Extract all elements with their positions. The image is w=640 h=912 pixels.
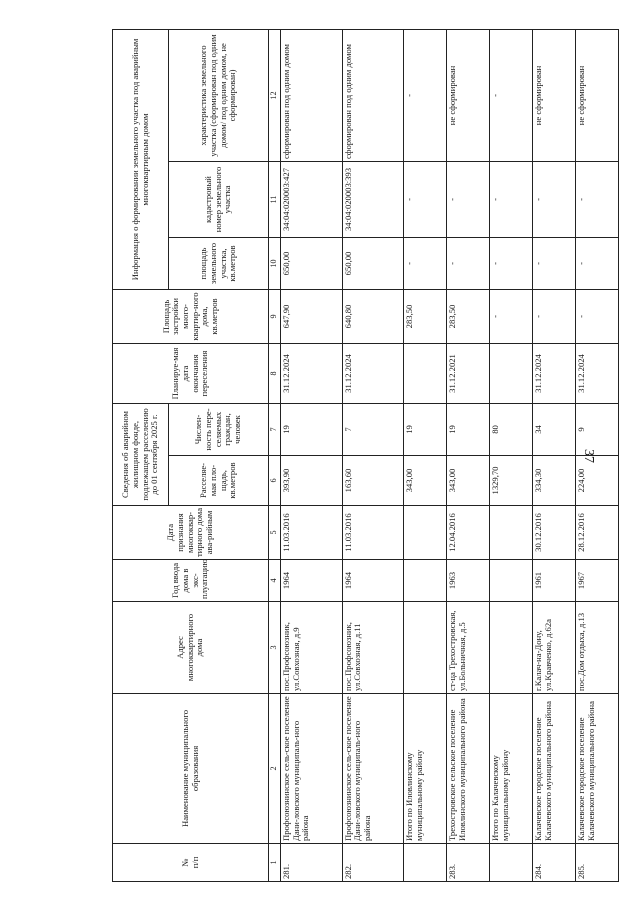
address: ст-ца Трехостровская, ул.Больничная, д.5	[447, 602, 490, 694]
column-number: 12	[269, 29, 281, 161]
area: 343,00	[404, 456, 447, 506]
plan-date: 31.12.2024	[342, 343, 404, 403]
municipality: Калачевское городское поселение Калачевского муниципального района	[576, 694, 619, 844]
table-row	[447, 29, 490, 881]
build-area: -	[490, 289, 533, 343]
table-row	[342, 29, 404, 881]
housing-table-rotated	[112, 30, 619, 882]
address: г.Калач-на-Дону, ул.Кравченко, д.62а	[533, 602, 576, 694]
characteristic: не сформирован	[533, 29, 576, 161]
land-area: -	[533, 237, 576, 289]
build-area: 647,90	[281, 289, 343, 343]
municipality: Профсоюзнинское сель-ское поселение Дани-ловского муниципаль-ного района	[281, 694, 343, 844]
row-number: 282.	[342, 844, 404, 882]
header-fund-info: Сведения об аварийном жилищном фонде, подлежащем расселению до 01 сентября 2025 г.	[113, 403, 169, 505]
area: 163,60	[342, 456, 404, 506]
address	[490, 602, 533, 694]
row-number: 285.	[576, 844, 619, 882]
land-area: 650,00	[281, 237, 343, 289]
header-characteristic: характеристика земельного участка (сформирован под одним домом/ под одним домом, не сформирован)	[169, 29, 269, 161]
emergency-housing-table	[112, 29, 619, 882]
column-number: 9	[269, 289, 281, 343]
row-number	[404, 844, 447, 882]
area: 1329,70	[490, 456, 533, 506]
column-number: 3	[269, 602, 281, 694]
people: 19	[281, 403, 343, 455]
build-area: 640,80	[342, 289, 404, 343]
characteristic: -	[490, 29, 533, 161]
date: 30.12.2016	[533, 506, 576, 560]
address: пос.Профсоюзник, ул.Совхозная, д.11	[342, 602, 404, 694]
year	[404, 560, 447, 602]
header-year: Год ввода дома в экс-плуатацию	[113, 560, 269, 602]
plan-date: 31.12.2024	[281, 343, 343, 403]
people: 80	[490, 403, 533, 455]
date	[404, 506, 447, 560]
people: 34	[533, 403, 576, 455]
municipality: Итого по Иловлинскому муниципальному району	[404, 694, 447, 844]
header-people: Числен-ность пере-селяемых граждан, человек	[169, 403, 269, 455]
header-plan-date: Планируе-мая дата окончания переселения	[113, 343, 269, 403]
header-area: Расселяе-мая пло-щадь, кв.метров	[169, 456, 269, 506]
municipality: Калачевское городское поселение Калачевского муниципального района	[533, 694, 576, 844]
characteristic: сформирован под одним домом	[281, 29, 343, 161]
land-area: -	[490, 237, 533, 289]
table-row-total	[404, 29, 447, 881]
page-number: 37	[581, 449, 596, 463]
year: 1964	[342, 560, 404, 602]
cadastral: 34:04:020003:393	[342, 161, 404, 237]
header-land-area: площадь земельного участка, кв.метров	[169, 237, 269, 289]
header-cadastral: кадастровый номер земельного участка	[169, 161, 269, 237]
cadastral: -	[576, 161, 619, 237]
cadastral: 34:04:020003:427	[281, 161, 343, 237]
address	[404, 602, 447, 694]
year: 1964	[281, 560, 343, 602]
characteristic: сформирован под одним домом	[342, 29, 404, 161]
municipality: Итого по Калачевскому муниципальному району	[490, 694, 533, 844]
land-area: 650,00	[342, 237, 404, 289]
year: 1961	[533, 560, 576, 602]
plan-date	[490, 343, 533, 403]
column-number: 4	[269, 560, 281, 602]
people: 19	[447, 403, 490, 455]
column-number: 10	[269, 237, 281, 289]
row-number	[490, 844, 533, 882]
date	[490, 506, 533, 560]
characteristic: -	[404, 29, 447, 161]
build-area: -	[576, 289, 619, 343]
area: 343,00	[447, 456, 490, 506]
date: 28.12.2016	[576, 506, 619, 560]
plan-date: 31.12.2021	[447, 343, 490, 403]
land-area: -	[576, 237, 619, 289]
header-build-area: Площадь застройки много-квартир-ного дома, кв.метров	[113, 289, 269, 343]
cadastral: -	[447, 161, 490, 237]
area: 334,30	[533, 456, 576, 506]
plan-date	[404, 343, 447, 403]
table-row	[576, 29, 619, 881]
header-date: Дата признания многоквар-тирного дома ава-рийным	[113, 506, 269, 560]
cadastral: -	[490, 161, 533, 237]
municipality: Профсоюзнинское сель-ское поселение Дани-ловского муниципаль-ного района	[342, 694, 404, 844]
people: 19	[404, 403, 447, 455]
table-row-total	[490, 29, 533, 881]
cadastral: -	[404, 161, 447, 237]
header-num: № п/п	[113, 844, 269, 882]
column-number: 8	[269, 343, 281, 403]
build-area: 283,50	[404, 289, 447, 343]
year: 1963	[447, 560, 490, 602]
year	[490, 560, 533, 602]
column-number-row	[269, 29, 281, 881]
column-number: 2	[269, 694, 281, 844]
table-row	[533, 29, 576, 881]
address: пос.Дом отдыха, д.13	[576, 602, 619, 694]
column-number: 7	[269, 403, 281, 455]
people: 7	[342, 403, 404, 455]
row-number: 281.	[281, 844, 343, 882]
land-area: -	[447, 237, 490, 289]
build-area: -	[533, 289, 576, 343]
land-area: -	[404, 237, 447, 289]
plan-date: 31.12.2024	[576, 343, 619, 403]
header-address: Адрес многоквартирного дома	[113, 602, 269, 694]
header-land-info: Информация о формировании земельного участка под аварийным многоквартирным домом	[113, 29, 169, 289]
area: 224,00	[576, 456, 619, 506]
year: 1967	[576, 560, 619, 602]
area: 393,90	[281, 456, 343, 506]
column-number: 11	[269, 161, 281, 237]
table-row	[281, 29, 343, 881]
row-number: 283.	[447, 844, 490, 882]
date: 12.04.2016	[447, 506, 490, 560]
municipality: Трехостровское сельское поселение Иловлинского муниципального района	[447, 694, 490, 844]
build-area: 283,50	[447, 289, 490, 343]
cadastral: -	[533, 161, 576, 237]
row-number: 284.	[533, 844, 576, 882]
column-number: 6	[269, 456, 281, 506]
characteristic: не сформирован	[576, 29, 619, 161]
header-municipality: Наименование муниципального образования	[113, 694, 269, 844]
characteristic: не сформирован	[447, 29, 490, 161]
column-number: 1	[269, 844, 281, 882]
address: пос.Профсоюзник, ул.Совхозная, д.9	[281, 602, 343, 694]
date: 11.03.2016	[342, 506, 404, 560]
date: 11.03.2016	[281, 506, 343, 560]
header-row-1	[113, 29, 169, 881]
people: 9	[576, 403, 619, 455]
plan-date: 31.12.2024	[533, 343, 576, 403]
column-number: 5	[269, 506, 281, 560]
